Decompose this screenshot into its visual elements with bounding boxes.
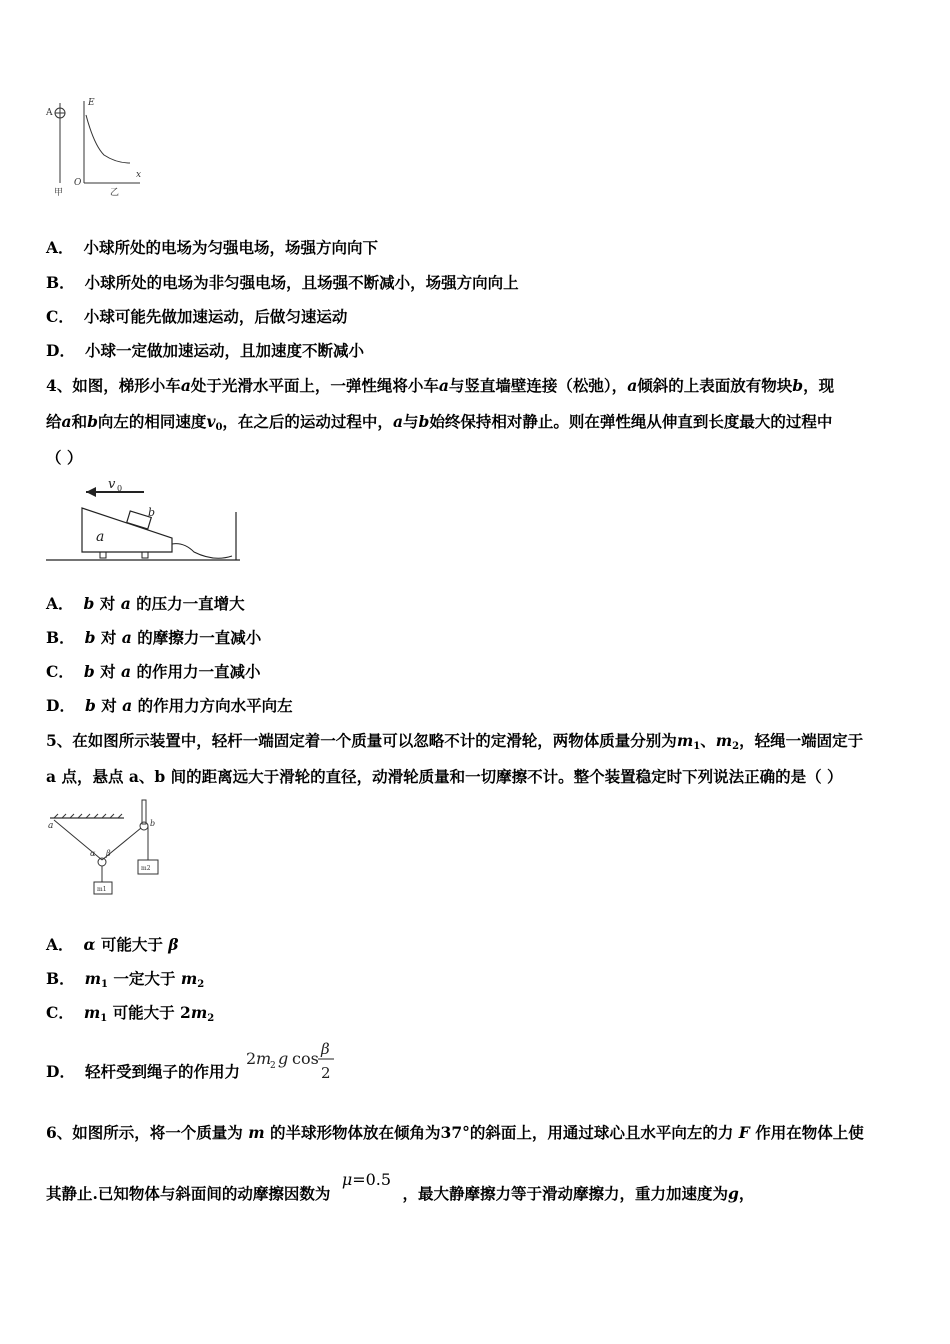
fig5-label-m1: m1 — [97, 886, 107, 893]
q4-stem-line2: 给a和b向左的相同速度$v_0$，在之后的运动过程中，a与b始终保持相对静止。则在弹性绳从伸直到长度最大的过程中 — [46, 412, 833, 433]
q5-option-b: B． $m_1$ 一定大于 $m_2$ — [46, 969, 205, 990]
q5-stem-line2: a 点，悬点 a、b 间的距离远大于滑轮的直径，动滑轮质量和一切摩擦不计。整个装置稳定时下列说法正确的是（ ） — [46, 767, 843, 786]
figure-pulley — [44, 798, 174, 898]
figure-trapezoid-cart — [44, 476, 244, 568]
svg-text:g: g — [278, 1049, 289, 1068]
q3-option-a: A． 小球所处的电场为匀强电场，场强方向向下 — [46, 238, 379, 257]
q5-option-d-formula — [244, 1036, 344, 1082]
fig3-caption-right: 乙 — [110, 188, 120, 198]
q4-option-c: C． b 对 a 的作用力一直减小 — [46, 662, 261, 681]
svg-text:2: 2 — [270, 1061, 276, 1071]
fig4-label-v: v — [108, 477, 116, 492]
fig5-label-a: a — [48, 821, 54, 831]
svg-text:m: m — [256, 1049, 272, 1068]
q3-option-d: D． 小球一定做加速运动，且加速度不断减小 — [46, 341, 364, 360]
fig4-label-a: a — [96, 529, 105, 545]
q4-stem-line3: （ ） — [46, 448, 83, 467]
svg-text:β: β — [321, 1040, 330, 1058]
q6-stem-line1: 6、如图所示，将一个质量为 m 的半球形物体放在倾角为37°的斜面上，用通过球心且水平向左的力 F 作用在物体上使 — [46, 1123, 864, 1142]
q5-option-d: D． 轻杆受到绳子的作用力 — [46, 1062, 240, 1081]
figure-electric-field — [40, 95, 160, 205]
fig5-label-alpha: α — [90, 849, 96, 858]
fig5-label-beta: β — [106, 849, 111, 858]
svg-text:cos: cos — [292, 1049, 319, 1068]
fig3-label-x: x — [136, 170, 142, 180]
q5-stem-line1: 5、在如图所示装置中，轻杆一端固定着一个质量可以忽略不计的定滑轮，两物体质量分别为$m_1$、$m_2$，轻绳一端固定于 — [46, 731, 864, 752]
fig5-label-m2: m2 — [141, 865, 151, 872]
fig5-label-b: b — [150, 819, 156, 828]
svg-text:2: 2 — [246, 1049, 257, 1068]
q6-stem-line2: 其静止.已知物体与斜面间的动摩擦因数为 μ=0.5 ，最大静摩擦力等于滑动摩擦力，重力加速度为g， — [46, 1170, 755, 1203]
q4-stem-line1: 4、如图，梯形小车a处于光滑水平面上，一弹性绳将小车a与竖直墙壁连接（松弛），a倾斜的上表面放有物块b，现 — [46, 376, 835, 395]
fig4-label-b: b — [148, 506, 156, 519]
q5-option-c: C． $m_1$ 可能大于 $2m_2$ — [46, 1003, 215, 1024]
q3-option-c: C． 小球可能先做加速运动，后做匀速运动 — [46, 307, 348, 326]
fig3-caption-left: 甲 — [54, 188, 64, 198]
q4-option-b: B． b 对 a 的摩擦力一直减小 — [46, 628, 262, 647]
fig3-label-e: E — [88, 98, 95, 108]
q5-option-a: A． α 可能大于 β — [46, 935, 179, 954]
fig3-label-o: O — [74, 178, 82, 188]
q6-mu-formula: μ=0.5 — [341, 1170, 392, 1189]
fig4-label-v-sub: 0 — [117, 484, 123, 493]
q4-option-a: A． b 对 a 的压力一直增大 — [46, 594, 245, 613]
q3-option-b: B． 小球所处的电场为非匀强电场，且场强不断减小，场强方向向上 — [46, 273, 519, 292]
svg-text:2: 2 — [321, 1064, 331, 1082]
fig3-label-a: A — [46, 108, 53, 118]
q4-option-d: D． b 对 a 的作用力方向水平向左 — [46, 696, 293, 715]
